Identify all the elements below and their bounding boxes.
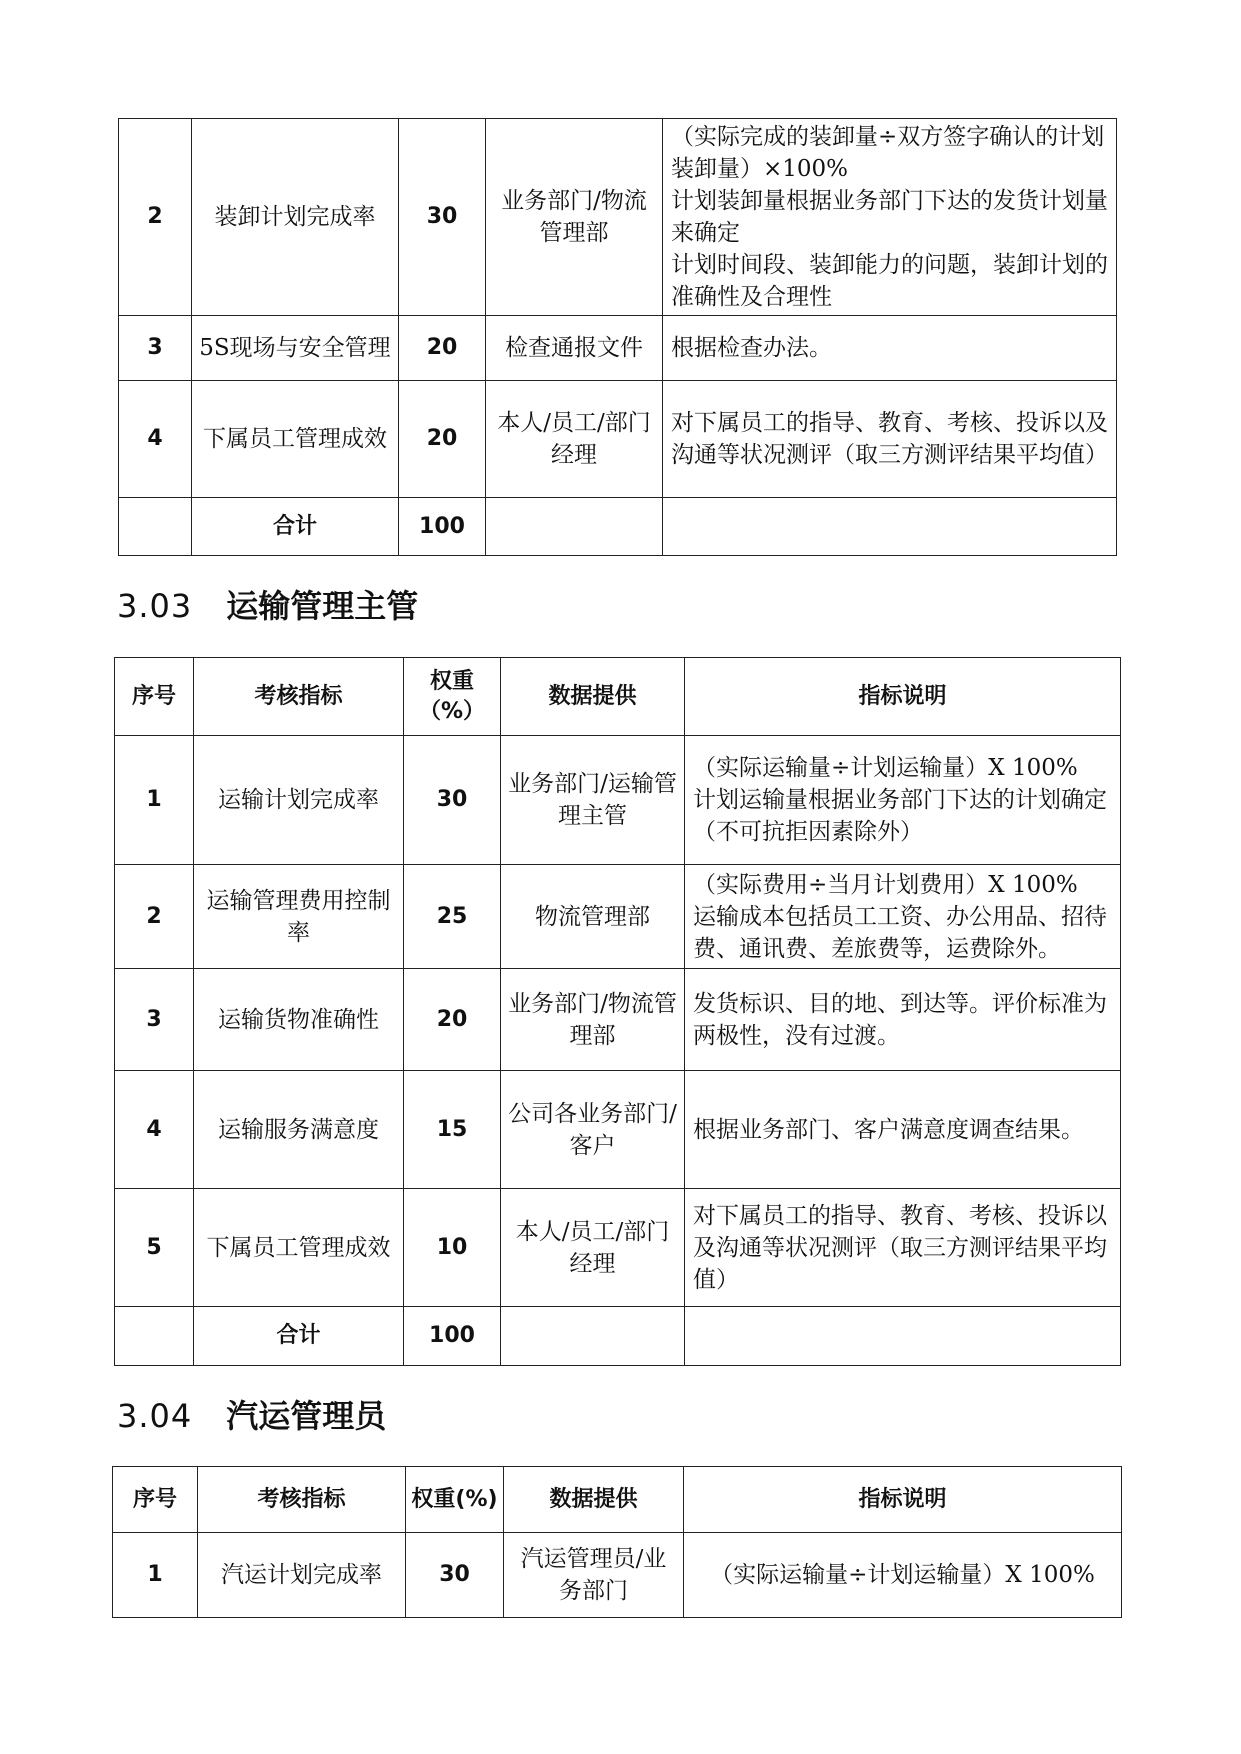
weight-cell: 25 — [404, 865, 501, 969]
indicator-cell: 汽运计划完成率 — [198, 1533, 406, 1618]
indicator-cell: 5S现场与安全管理 — [192, 316, 399, 381]
section-heading — [117, 1396, 386, 1436]
description-line: 发货标识、目的地、到达等。评价标准为两极性，没有过渡。 — [693, 990, 1107, 1049]
column-header-provider: 数据提供 — [504, 1467, 684, 1533]
description-line: （实际费用÷当月计划费用）X 100% — [693, 871, 1078, 898]
table-row — [115, 736, 1121, 865]
section-heading — [117, 586, 418, 626]
kpi-table-transport-supervisor — [114, 657, 1121, 1366]
section-title: 汽运管理员 — [226, 1397, 387, 1435]
total-weight: 100 — [399, 498, 486, 556]
description-line: （实际运输量÷计划运输量）X 100% — [693, 755, 1078, 781]
total-row — [115, 1307, 1121, 1366]
provider-cell: 本人/员工/部门经理 — [486, 381, 663, 498]
description-cell — [663, 381, 1117, 498]
provider-cell: 检查通报文件 — [486, 316, 663, 381]
column-header-description: 指标说明 — [684, 1467, 1122, 1533]
row-number: 2 — [119, 119, 192, 316]
row-number: 3 — [115, 969, 194, 1071]
weight-cell: 10 — [404, 1189, 501, 1307]
row-number: 3 — [119, 316, 192, 381]
indicator-cell: 装卸计划完成率 — [192, 119, 399, 316]
weight-cell: 15 — [404, 1071, 501, 1189]
table-row — [119, 316, 1117, 381]
column-header-provider: 数据提供 — [501, 658, 685, 736]
column-header-number: 序号 — [115, 658, 194, 736]
weight-cell: 20 — [404, 969, 501, 1071]
column-header-description: 指标说明 — [685, 658, 1121, 736]
total-weight: 100 — [404, 1307, 501, 1366]
description-cell — [663, 119, 1117, 316]
provider-cell: 业务部门/物流管理部 — [501, 969, 685, 1071]
description-cell — [685, 865, 1121, 969]
table-row — [115, 969, 1121, 1071]
row-number: 2 — [115, 865, 194, 969]
description-line: 计划运输量根据业务部门下达的计划确定 — [693, 787, 1107, 813]
section-number: 3.04 — [117, 1397, 193, 1435]
weight-cell: 20 — [399, 381, 486, 498]
description-line: （实际完成的装卸量÷双方签字确认的计划装卸量）×100% — [671, 124, 1105, 182]
empty-cell — [663, 498, 1117, 556]
description-line: 对下属员工的指导、教育、考核、投诉以及沟通等状况测评（取三方测评结果平均值） — [693, 1202, 1107, 1293]
empty-cell — [115, 1307, 194, 1366]
row-number: 1 — [115, 736, 194, 865]
table-row — [115, 1071, 1121, 1189]
table-header-row — [115, 658, 1121, 736]
weight-cell: 30 — [404, 736, 501, 865]
provider-cell: 业务部门/物流管理部 — [486, 119, 663, 316]
total-label: 合计 — [192, 498, 399, 556]
row-number: 4 — [119, 381, 192, 498]
indicator-cell: 运输管理费用控制率 — [194, 865, 404, 969]
column-header-weight: 权重(%) — [406, 1467, 504, 1533]
row-number: 4 — [115, 1071, 194, 1189]
description-line: 运输成本包括员工工资、办公用品、招待费、通讯费、差旅费等，运费除外。 — [693, 903, 1107, 962]
description-line: （不可抗拒因素除外） — [693, 819, 923, 845]
table-row — [119, 119, 1117, 316]
description-line: 根据业务部门、客户满意度调查结果。 — [693, 1116, 1084, 1143]
description-line: 计划装卸量根据业务部门下达的发货计划量来确定 — [671, 188, 1108, 246]
column-header-indicator: 考核指标 — [194, 658, 404, 736]
description-line: 根据检查办法。 — [671, 335, 832, 361]
provider-cell: 业务部门/运输管理主管 — [501, 736, 685, 865]
row-number: 5 — [115, 1189, 194, 1307]
table-row — [115, 865, 1121, 969]
section-number: 3.03 — [117, 587, 193, 625]
description-line: （实际运输量÷计划运输量）X 100% — [710, 1562, 1095, 1588]
weight-cell: 30 — [399, 119, 486, 316]
empty-cell — [685, 1307, 1121, 1366]
empty-cell — [119, 498, 192, 556]
kpi-table-loading — [118, 118, 1117, 556]
table-row — [115, 1189, 1121, 1307]
description-cell — [663, 316, 1117, 381]
empty-cell — [501, 1307, 685, 1366]
weight-cell: 20 — [399, 316, 486, 381]
indicator-cell: 运输服务满意度 — [194, 1071, 404, 1189]
table-row — [113, 1533, 1122, 1618]
provider-cell: 汽运管理员/业务部门 — [504, 1533, 684, 1618]
table-header-row — [113, 1467, 1122, 1533]
description-cell — [685, 736, 1121, 865]
total-row — [119, 498, 1117, 556]
description-line: 计划时间段、装卸能力的问题，装卸计划的准确性及合理性 — [671, 252, 1108, 310]
description-cell — [685, 969, 1121, 1071]
indicator-cell: 下属员工管理成效 — [192, 381, 399, 498]
description-cell — [685, 1071, 1121, 1189]
table-row — [119, 381, 1117, 498]
provider-cell: 公司各业务部门/客户 — [501, 1071, 685, 1189]
indicator-cell: 运输货物准确性 — [194, 969, 404, 1071]
description-cell — [685, 1189, 1121, 1307]
weight-cell: 30 — [406, 1533, 504, 1618]
provider-cell: 物流管理部 — [501, 865, 685, 969]
indicator-cell: 下属员工管理成效 — [194, 1189, 404, 1307]
description-line: 对下属员工的指导、教育、考核、投诉以及沟通等状况测评（取三方测评结果平均值） — [671, 410, 1108, 468]
provider-cell: 本人/员工/部门经理 — [501, 1189, 685, 1307]
column-header-weight: 权重（%） — [404, 658, 501, 736]
column-header-indicator: 考核指标 — [198, 1467, 406, 1533]
empty-cell — [486, 498, 663, 556]
row-number: 1 — [113, 1533, 198, 1618]
total-label: 合计 — [194, 1307, 404, 1366]
indicator-cell: 运输计划完成率 — [194, 736, 404, 865]
description-cell — [684, 1533, 1122, 1618]
section-title: 运输管理主管 — [226, 587, 419, 625]
kpi-table-truck-admin — [112, 1466, 1122, 1618]
column-header-number: 序号 — [113, 1467, 198, 1533]
